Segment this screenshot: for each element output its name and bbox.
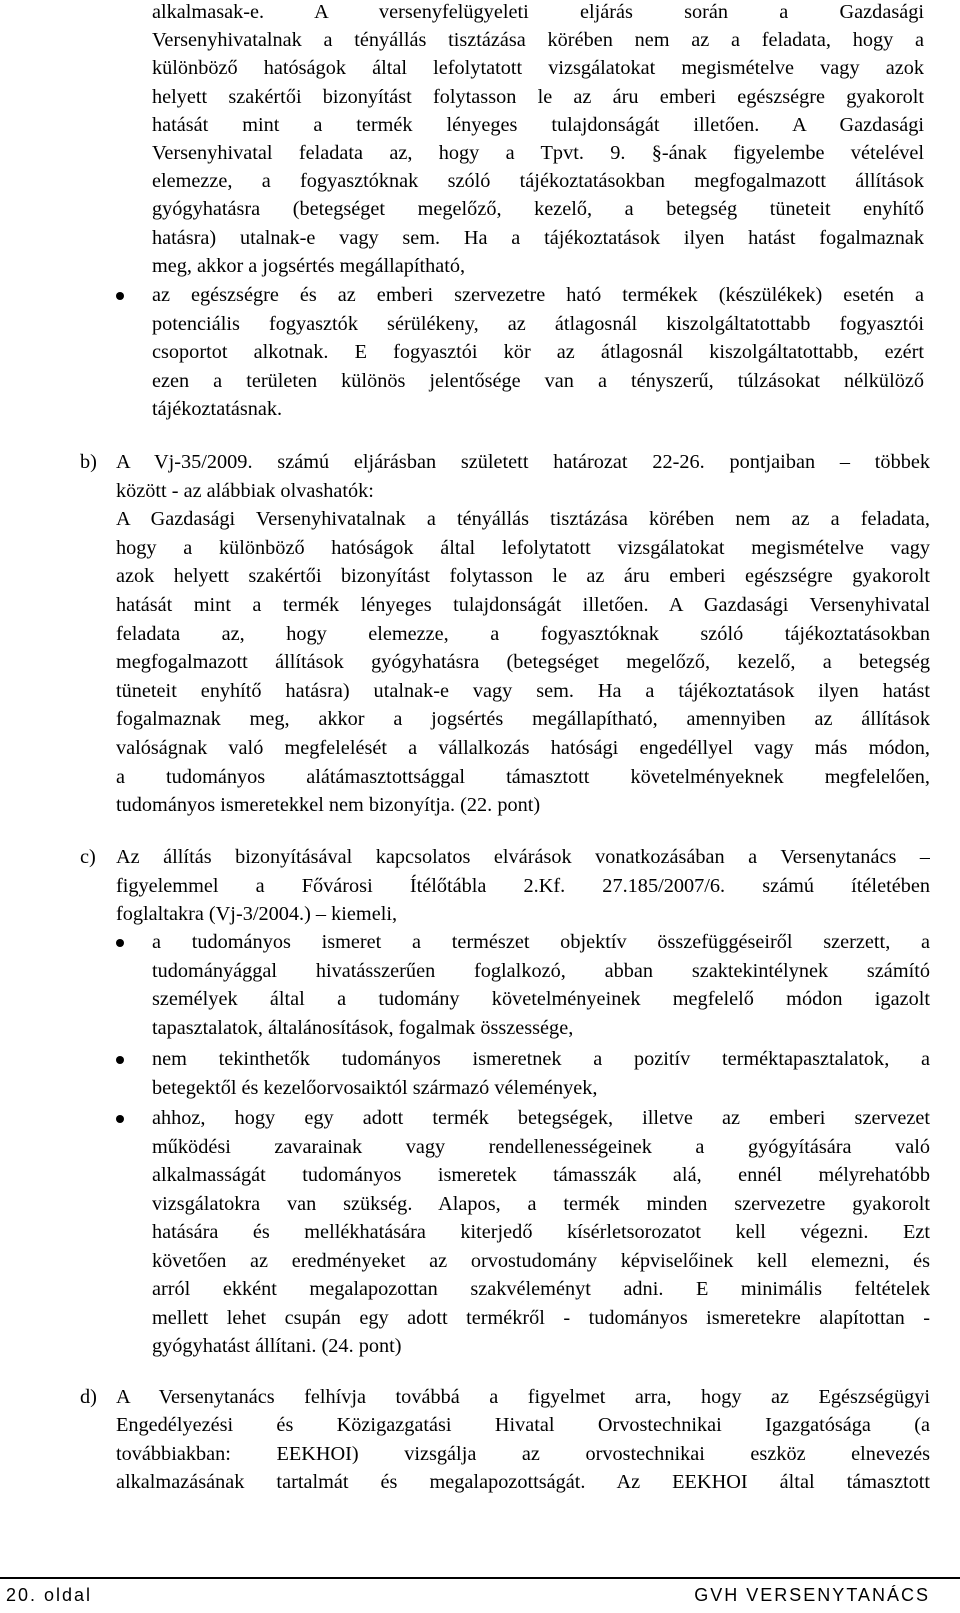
- text-line: nem tekinthetők tudományos ismeretnek a pozitív terméktapasztalatok, a: [152, 1048, 930, 1070]
- text-line: között - az alábbiak olvashatók:: [116, 479, 374, 502]
- text-line: működési zavarainak vagy rendellenességeinek a gyógyítására való: [152, 1135, 930, 1158]
- footer-rule: [0, 1577, 960, 1579]
- text-line: vizsgálatokra van szükség. Alapos, a termék minden szervezetre gyakorolt: [152, 1192, 930, 1215]
- page-number: 20. oldal: [6, 1585, 93, 1605]
- footer-organization: GVH VERSENYTANÁCS: [694, 1585, 930, 1605]
- text-line: megfogalmazott állítások gyógyhatásra (betegséget megelőző, kezelő, a betegség: [116, 651, 930, 674]
- text-line: ahhoz, hogy egy adott termék betegségek, illetve az emberi szervezet: [152, 1107, 930, 1129]
- bullet-dot: [116, 939, 124, 947]
- text-line: követően az eredményeket az orvostudomány képviselőinek kell elemezni, és: [152, 1249, 930, 1272]
- text-line: elemezze, a fogyasztóknak szóló tájékoztatásokban megfogalmazott állítások: [152, 170, 924, 193]
- text-line: gyógyhatásra (betegséget megelőző, kezelő, a betegség tüneteit enyhítő: [152, 198, 924, 221]
- text-line: Engedélyezési és Közigazgatási Hivatal Orvostechnikai Igazgatósága (a: [116, 1414, 930, 1437]
- text-line: betegektől és kezelőorvosaiktól származó vélemények,: [152, 1076, 598, 1099]
- text-line: potenciális fogyasztók sérülékeny, az átlagosnál kiszolgáltatottabb fogyasztói: [152, 312, 924, 335]
- text-line: hatásra) utalnak-e vagy sem. Ha a tájékoztatások ilyen hatást fogalmaznak: [152, 226, 924, 249]
- text-line: a tudományos ismeret a természet objektív összefüggéseiről szerzett, a: [152, 931, 930, 953]
- text-line: A Vj-35/2009. számú eljárásban született határozat 22-26. pontjaiban – többek: [116, 451, 930, 473]
- text-line: tüneteit enyhítő hatásra) utalnak-e vagy sem. Ha a tájékoztatások ilyen hatást: [116, 679, 930, 702]
- list-marker: b): [80, 451, 97, 473]
- text-line: alkalmasak-e. A versenyfelügyeleti eljárás során a Gazdasági: [152, 1, 924, 23]
- text-line: csoportot alkotnak. E fogyasztói kör az átlagosnál kiszolgáltatottabb, ezért: [152, 341, 924, 363]
- text-line: hatását mint a termék lényeges tulajdonságát illetően. A Gazdasági: [152, 113, 924, 136]
- text-line: tapasztalatok, általánosítások, fogalmak összessége,: [152, 1016, 574, 1039]
- text-line: foglaltakra (Vj-3/2004.) – kiemeli,: [116, 903, 398, 925]
- text-line: hatására és mellékhatására kiterjedő kísérletsorozatot kell végezni. Ezt: [152, 1221, 930, 1243]
- text-line: fogalmaznak meg, akkor a jogsértés megállapítható, amennyiben az állítások: [116, 708, 930, 731]
- text-line: tudományággal hivatásszerűen foglalkozó, abban szaktekintélynek számító: [152, 959, 930, 982]
- text-line: helyett szakértői bizonyítást folytasson le az áru emberi egészségre gyakorolt: [152, 85, 924, 108]
- text-line: azok helyett szakértői bizonyítást folytasson le az áru emberi egészségre gyakorolt: [116, 565, 930, 588]
- text-line: A Versenytanács felhívja továbbá a figyelmet arra, hogy az Egészségügyi: [116, 1386, 930, 1408]
- text-line: Az állítás bizonyításával kapcsolatos elvárások vonatkozásában a Versenytanács –: [116, 846, 930, 868]
- text-line: továbbiakban: EEKHOI) vizsgálja az orvostechnikai eszköz elnevezés: [116, 1442, 930, 1465]
- text-line: gyógyhatást állítani. (24. pont): [152, 1335, 402, 1357]
- text-line: hogy a különböző hatóságok által lefolytatott vizsgálatokat megismételve vagy: [116, 536, 930, 559]
- text-line: A Gazdasági Versenyhivatalnak a tényállás tisztázása körében nem az a feladata,: [116, 508, 930, 531]
- list-marker: c): [80, 846, 96, 868]
- bullet-dot: [116, 1056, 124, 1064]
- list-marker: d): [80, 1386, 97, 1408]
- text-line: Versenyhivatal feladata az, hogy a Tpvt. 9. §-ának figyelembe vételével: [152, 142, 924, 164]
- text-line: tudományos ismeretekkel nem bizonyítja. (22. pont): [116, 794, 541, 817]
- text-line: feladata az, hogy elemezze, a fogyasztóknak szóló tájékoztatásokban: [116, 622, 930, 645]
- text-line: Versenyhivatalnak a tényállás tisztázása körében nem az a feladata, hogy a: [152, 29, 924, 52]
- text-line: ezen a területen különös jelentősége van a tényszerű, túlzásokat nélkülöző: [152, 369, 924, 392]
- text-line: személyek által a tudomány követelményeinek megfelelő módon igazolt: [152, 988, 930, 1010]
- text-line: valóságnak való megfelelését a vállalkozás hatósági engedéllyel vagy más módon,: [116, 737, 930, 759]
- text-line: figyelemmel a Fővárosi Ítélőtábla 2.Kf. 27.185/2007/6. számú ítéletében: [116, 874, 930, 897]
- text-line: arról ekként megalapozottan szakvéleményt adni. E minimális feltételek: [152, 1278, 930, 1300]
- bullet-dot: [116, 292, 124, 300]
- text-line: a tudományos alátámasztottsággal támasztott követelményeknek megfelelően,: [116, 765, 930, 788]
- text-line: az egészségre és az emberi szervezetre ható termékek (készülékek) esetén a: [152, 284, 924, 306]
- text-line: mellett lehet csupán egy adott termékről - tudományos ismeretekre alapítottan -: [152, 1306, 930, 1329]
- text-line: meg, akkor a jogsértés megállapítható,: [152, 254, 466, 277]
- text-line: alkalmasságát tudományos ismeretek támasszák alá, ennél mélyrehatóbb: [152, 1164, 930, 1186]
- text-line: különböző hatóságok által lefolytatott vizsgálatokat megismételve vagy azok: [152, 57, 924, 80]
- bullet-dot: [116, 1115, 124, 1123]
- text-line: alkalmazásának tartalmát és megalapozottságát. Az EEKHOI által támasztott: [116, 1471, 930, 1494]
- text-line: tájékoztatásnak.: [152, 398, 283, 420]
- text-line: hatását mint a termék lényeges tulajdonságát illetően. A Gazdasági Versenyhivatal: [116, 594, 930, 616]
